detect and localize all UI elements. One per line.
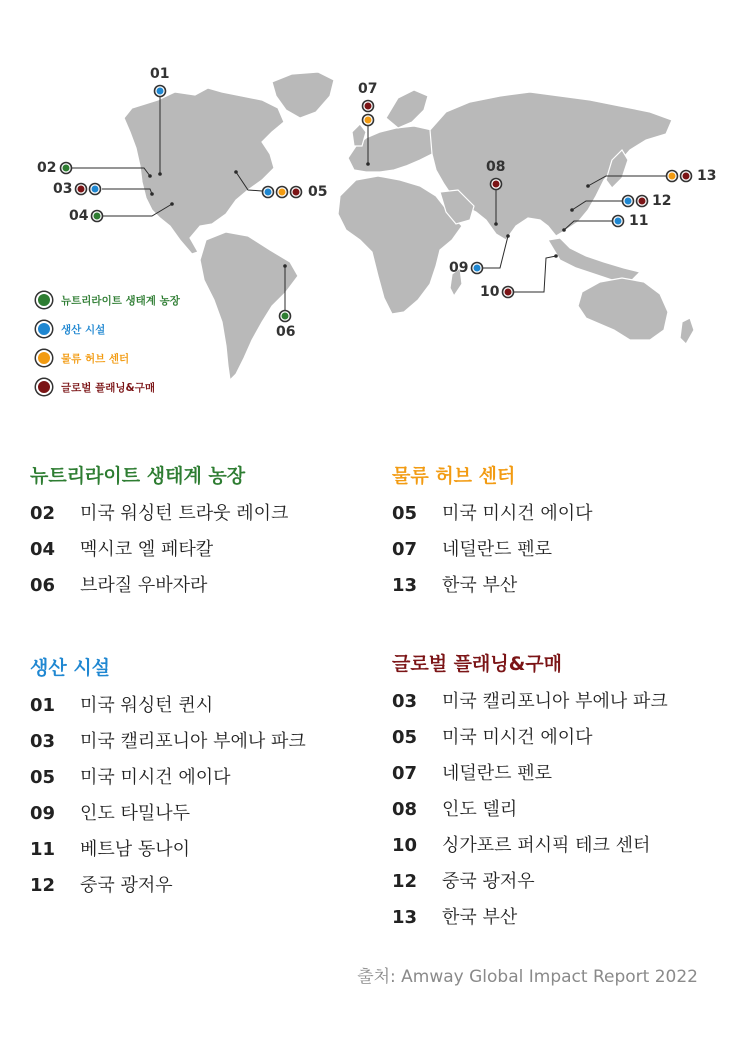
legend-dot-logistics: [36, 350, 52, 366]
marker-08-planning: [491, 179, 502, 190]
item-location: 미국 캘리포니아 부에나 파크: [80, 731, 306, 752]
marker-12-planning: [637, 196, 648, 207]
section-title-logistics: 물류 허브 센터: [392, 465, 516, 487]
marker-11-production: [613, 216, 624, 227]
map-label-13: 13: [697, 168, 717, 184]
section-farm: [30, 464, 288, 611]
anchor-01: [158, 172, 162, 176]
item-number: 03: [392, 691, 418, 712]
item-number: 13: [392, 907, 418, 928]
list-item: [30, 539, 288, 575]
item-location: 네덜란드 펜로: [442, 539, 553, 560]
list-item: [392, 835, 668, 871]
map-label-03: 03: [53, 181, 73, 197]
legend-label-farm: 뉴트리라이트 생태계 농장: [61, 294, 180, 307]
section-title-production: 생산 시설: [30, 657, 111, 679]
anchor-09: [506, 234, 510, 238]
list-item: [392, 539, 593, 575]
marker-05-logistics: [277, 187, 288, 198]
anchor-04: [170, 202, 174, 206]
map-label-11: 11: [629, 213, 649, 229]
item-location: 한국 부산: [442, 907, 518, 928]
item-number: 06: [30, 575, 56, 596]
leader-09: [483, 236, 508, 268]
marker-12-production: [623, 196, 634, 207]
anchor-02: [148, 174, 152, 178]
item-number: 08: [392, 799, 418, 820]
list-item: [30, 839, 306, 875]
item-number: 10: [392, 835, 418, 856]
list-item: [392, 575, 593, 611]
list-item: [30, 731, 306, 767]
land-greenland: [272, 72, 334, 118]
item-location: 미국 캘리포니아 부에나 파크: [442, 691, 668, 712]
item-location: 인도 델리: [442, 799, 518, 820]
source-caption: 출처: Amway Global Impact Report 2022: [357, 967, 698, 987]
item-location: 멕시코 엘 페타칼: [80, 539, 214, 560]
legend-dot-production: [36, 321, 52, 337]
legend-dot-farm: [36, 292, 52, 308]
map-label-08: 08: [486, 159, 506, 175]
map-label-07: 07: [358, 81, 378, 97]
list-item: [392, 907, 668, 943]
section-production: [30, 656, 306, 911]
marker-13-planning: [681, 171, 692, 182]
anchor-12: [570, 208, 574, 212]
item-number: 02: [30, 503, 56, 524]
item-number: 05: [392, 503, 418, 524]
marker-05-planning: [291, 187, 302, 198]
item-location: 미국 미시건 에이다: [442, 727, 593, 748]
list-item: [30, 695, 306, 731]
marker-01-production: [155, 86, 166, 97]
anchor-11: [562, 228, 566, 232]
item-number: 07: [392, 763, 418, 784]
list-item: [30, 503, 288, 539]
item-number: 05: [392, 727, 418, 748]
list-item: [30, 803, 306, 839]
list-item: [392, 763, 668, 799]
legend-item-logistics: [34, 348, 180, 368]
item-location: 미국 미시건 에이다: [80, 767, 231, 788]
section-title-farm: 뉴트리라이트 생태계 농장: [30, 465, 246, 487]
leader-02: [72, 168, 150, 176]
map-label-02: 02: [37, 160, 57, 176]
marker-07-planning: [363, 101, 374, 112]
legend-dot-planning: [36, 379, 52, 395]
marker-09-production: [472, 263, 483, 274]
section-title-planning: 글로벌 플래닝&구매: [392, 653, 563, 675]
anchor-13: [586, 184, 590, 188]
list-item: [30, 575, 288, 611]
legend-label-logistics: 물류 허브 센터: [61, 352, 130, 365]
item-number: 01: [30, 695, 56, 716]
item-location: 브라질 우바자라: [80, 575, 208, 596]
map-label-05: 05: [308, 184, 328, 200]
legend-item-planning: [34, 377, 180, 397]
anchor-06: [283, 264, 287, 268]
map-label-12: 12: [652, 193, 672, 209]
item-number: 05: [30, 767, 56, 788]
item-number: 12: [30, 875, 56, 896]
land-scandinavia: [386, 90, 428, 128]
marker-03-production: [90, 184, 101, 195]
item-location: 베트남 동나이: [80, 839, 191, 860]
item-number: 13: [392, 575, 418, 596]
item-number: 03: [30, 731, 56, 752]
item-location: 중국 광저우: [80, 875, 173, 896]
anchor-08: [494, 222, 498, 226]
marker-05-production: [263, 187, 274, 198]
section-planning: [392, 652, 668, 943]
item-number: 12: [392, 871, 418, 892]
map-label-04: 04: [69, 208, 89, 224]
item-number: 09: [30, 803, 56, 824]
section-logistics: [392, 464, 593, 611]
map-label-10: 10: [480, 284, 500, 300]
item-location: 미국 미시건 에이다: [442, 503, 593, 524]
item-location: 네덜란드 펜로: [442, 763, 553, 784]
land-south-america: [200, 232, 298, 380]
list-item: [392, 871, 668, 907]
anchor-07: [366, 162, 370, 166]
legend-label-planning: 글로벌 플래닝&구매: [61, 381, 155, 394]
item-number: 11: [30, 839, 56, 860]
land-new-zealand: [680, 318, 694, 344]
map-label-06: 06: [276, 324, 296, 340]
world-map: [0, 0, 750, 420]
item-number: 04: [30, 539, 56, 560]
marker-13-logistics: [667, 171, 678, 182]
marker-10-planning: [503, 287, 514, 298]
marker-06-farm: [280, 311, 291, 322]
anchor-03: [150, 192, 154, 196]
marker-07-logistics: [363, 115, 374, 126]
item-location: 싱가포르 퍼시픽 테크 센터: [442, 835, 651, 856]
land-north-america: [124, 88, 284, 254]
list-item: [392, 799, 668, 835]
legend-item-farm: [34, 290, 180, 310]
legend-item-production: [34, 319, 180, 339]
list-item: [30, 875, 306, 911]
list-item: [30, 767, 306, 803]
marker-02-farm: [61, 163, 72, 174]
land-southeast-asia: [548, 238, 640, 280]
map-legend: [34, 290, 180, 406]
marker-04-farm: [92, 211, 103, 222]
item-location: 미국 워싱턴 트라웃 레이크: [80, 503, 289, 524]
item-location: 중국 광저우: [442, 871, 535, 892]
land-australia: [578, 278, 668, 340]
map-label-01: 01: [150, 66, 170, 82]
item-location: 인도 타밀나두: [80, 803, 191, 824]
item-location: 미국 워싱턴 퀸시: [80, 695, 214, 716]
map-label-09: 09: [449, 260, 469, 276]
marker-03-planning: [76, 184, 87, 195]
item-number: 07: [392, 539, 418, 560]
legend-label-production: 생산 시설: [61, 323, 106, 336]
item-location: 한국 부산: [442, 575, 518, 596]
list-item: [392, 503, 593, 539]
anchor-10: [554, 254, 558, 258]
leader-10: [514, 256, 556, 292]
list-item: [392, 691, 668, 727]
anchor-05: [234, 170, 238, 174]
list-item: [392, 727, 668, 763]
